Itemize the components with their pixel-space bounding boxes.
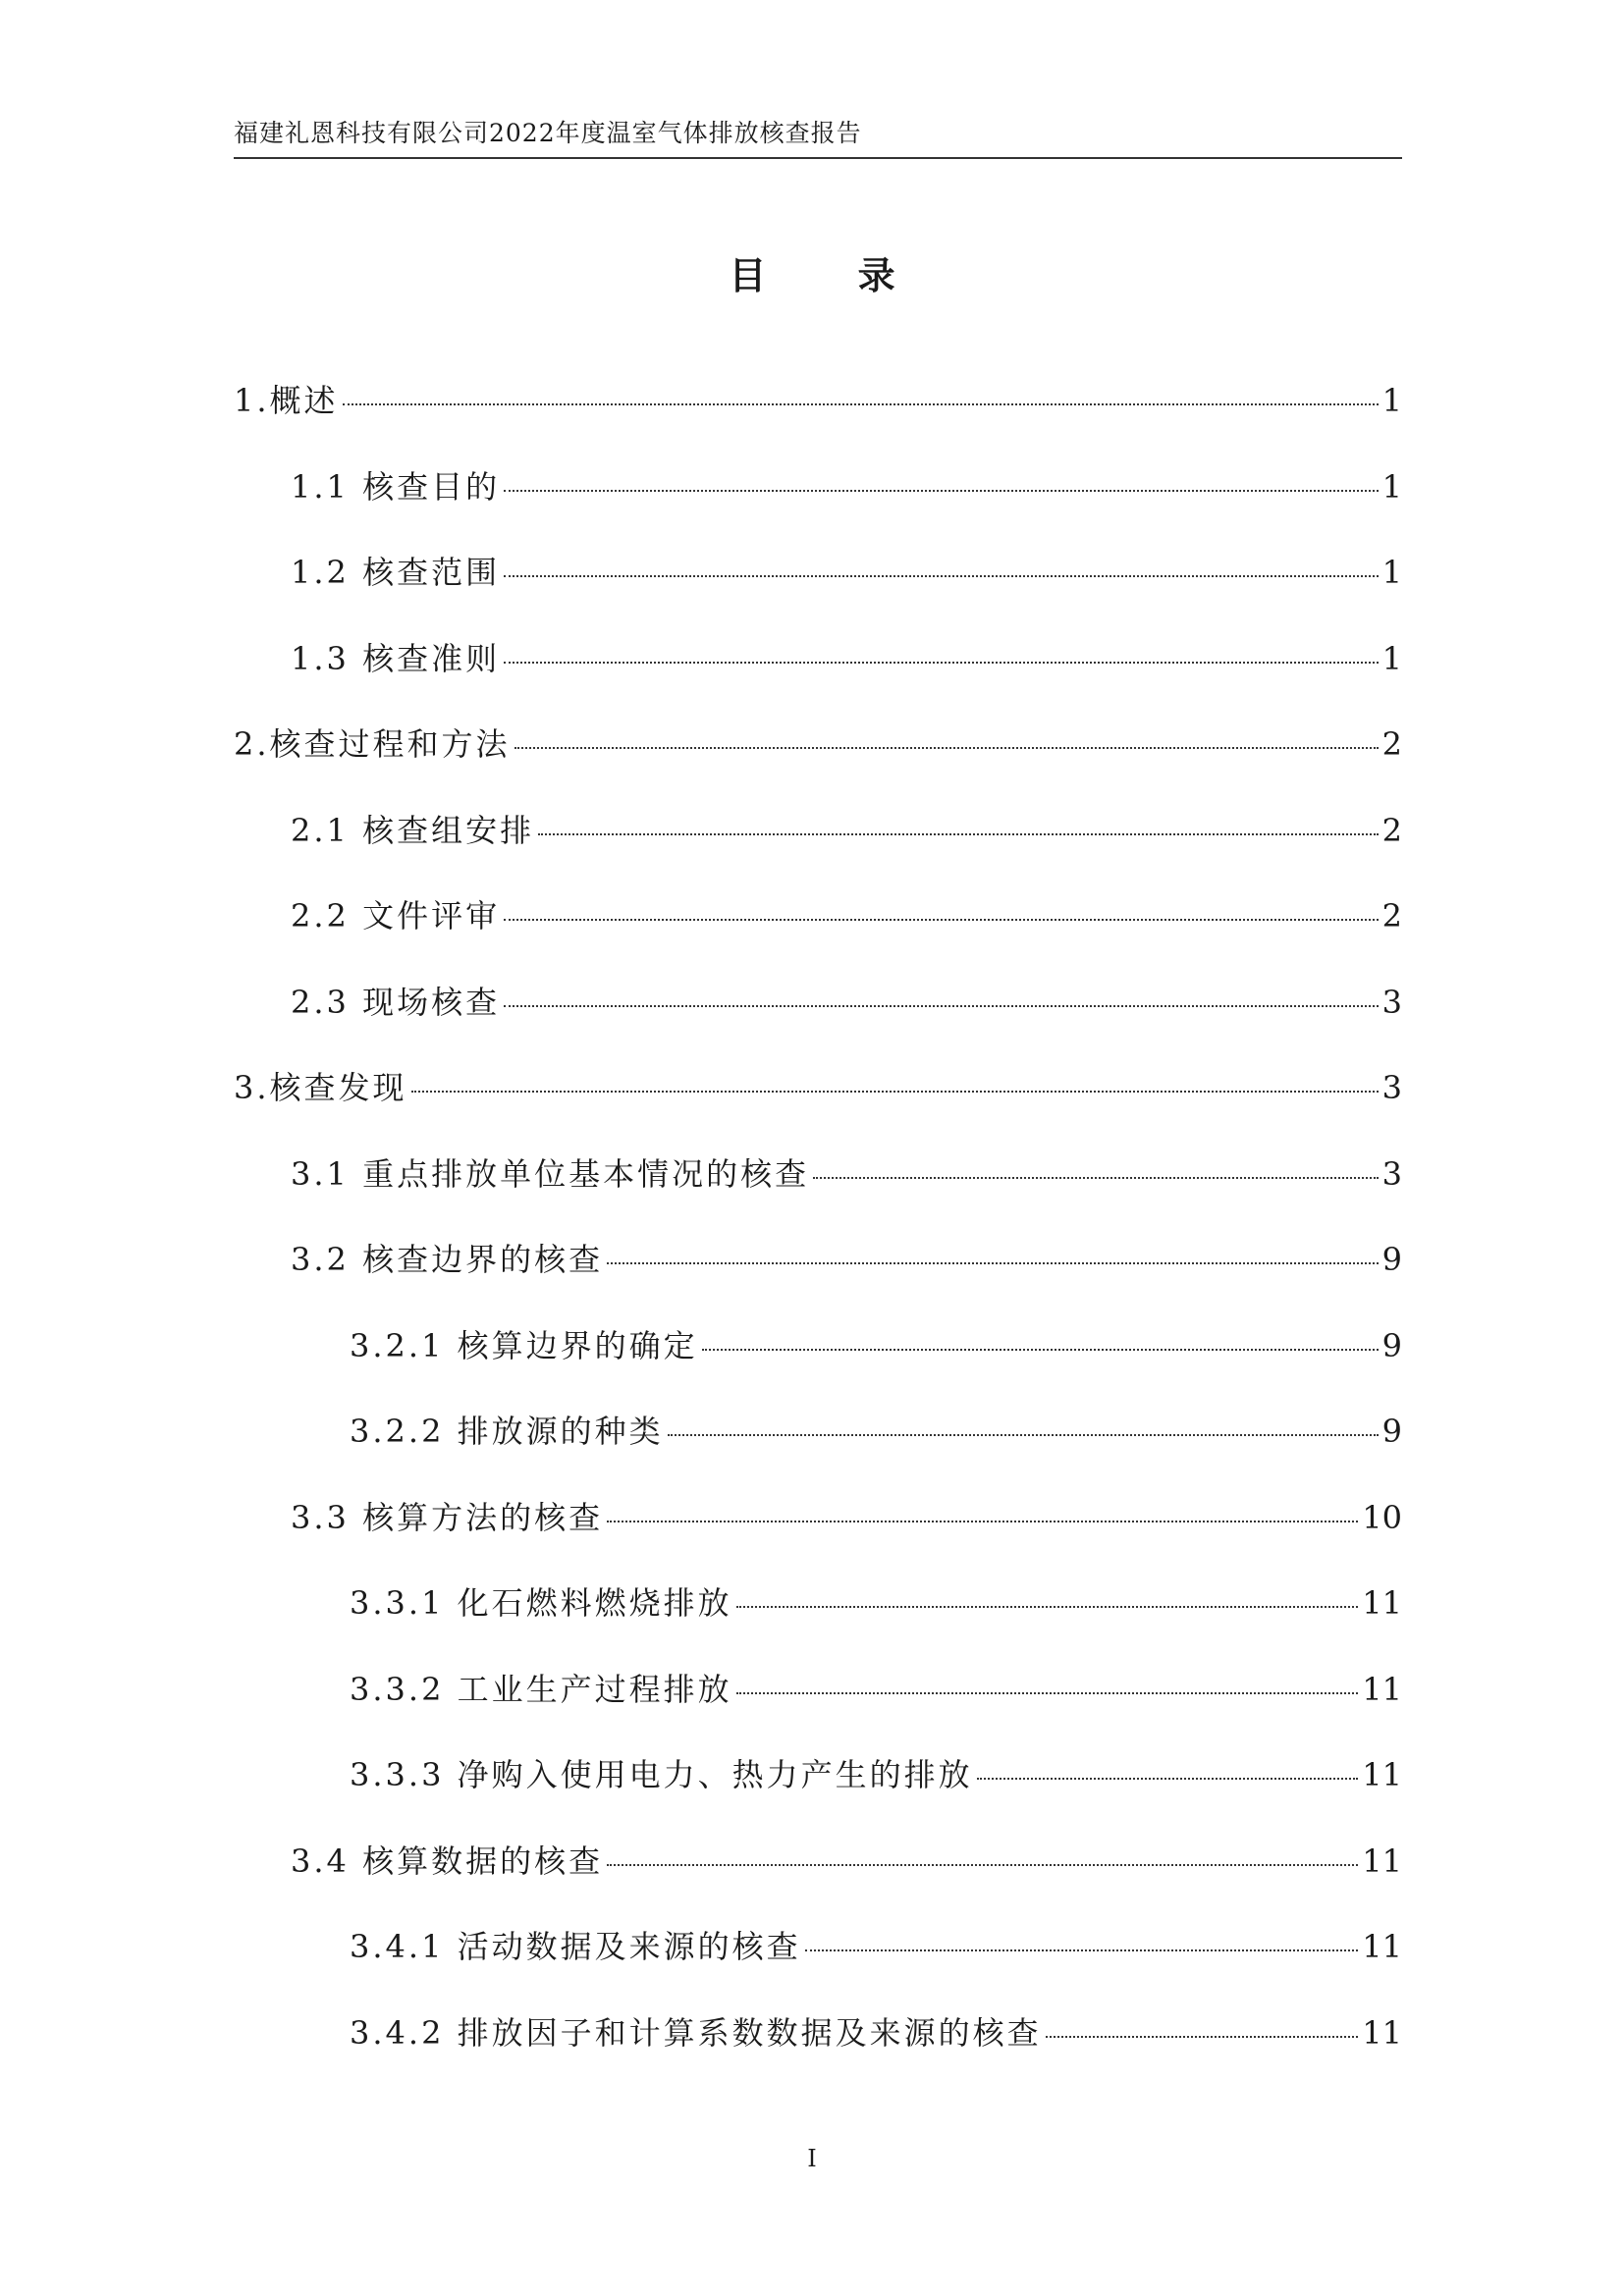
dot-leader	[813, 1177, 1379, 1179]
dot-leader	[1046, 2036, 1359, 2038]
toc-entry-label: 1.1 核查目的	[291, 467, 501, 506]
dot-leader	[343, 403, 1379, 405]
dot-leader	[607, 1864, 1358, 1866]
toc-entry-page: 10	[1362, 1498, 1402, 1536]
dot-leader	[504, 575, 1379, 577]
toc-entry-label: 2.1 核查组安排	[291, 811, 535, 849]
toc-entry-label: 3.2.1 核算边界的确定	[350, 1326, 698, 1364]
toc-entry-label: 1.2 核查范围	[291, 554, 501, 591]
toc-entry-3-2[interactable]	[234, 1217, 1402, 1304]
toc-entry-page: 3	[1381, 1069, 1402, 1106]
toc-entry-page: 11	[1362, 1670, 1402, 1708]
toc-entry-label: 3.4.1 活动数据及来源的核查	[350, 1928, 801, 1965]
toc-entry-1-3[interactable]	[234, 616, 1402, 703]
toc-entry-3[interactable]	[234, 1045, 1402, 1132]
toc-entry-page: 11	[1362, 1584, 1402, 1622]
toc-entry-3-3[interactable]	[234, 1475, 1402, 1562]
toc-entry-3-1[interactable]	[234, 1132, 1402, 1218]
toc-entry-page: 11	[1362, 1928, 1402, 1965]
toc-entry-label: 3.4.2 排放因子和计算系数数据及来源的核查	[350, 2013, 1042, 2052]
toc-entry-1-2[interactable]	[234, 530, 1402, 616]
toc-entry-label: 2.3 现场核查	[291, 983, 501, 1021]
toc-entry-label: 3.4 核算数据的核查	[291, 1842, 604, 1880]
dot-leader	[736, 1692, 1359, 1694]
toc-entry-3-4-1[interactable]	[234, 1904, 1402, 1991]
toc-entry-2-2[interactable]	[234, 874, 1402, 960]
toc-entry-page: 2	[1381, 897, 1402, 934]
toc-entry-1-1[interactable]	[234, 445, 1402, 531]
toc-entry-3-3-1[interactable]	[234, 1561, 1402, 1647]
toc-entry-label: 3.3 核算方法的核查	[291, 1498, 604, 1536]
dot-leader	[977, 1778, 1359, 1780]
dot-leader	[504, 1005, 1379, 1007]
toc-entry-page: 1	[1381, 467, 1402, 506]
dot-leader	[607, 1262, 1379, 1264]
toc-entry-3-2-1[interactable]	[234, 1304, 1402, 1390]
page-number: I	[807, 2145, 817, 2172]
toc-entry-3-2-2[interactable]	[234, 1389, 1402, 1475]
toc-entry-page: 11	[1362, 1756, 1402, 1793]
toc-entry-2[interactable]	[234, 702, 1402, 788]
toc-entry-page: 11	[1362, 2013, 1402, 2052]
dot-leader	[411, 1091, 1379, 1093]
dot-leader	[514, 747, 1379, 749]
toc-entry-label: 1.3 核查准则	[291, 639, 501, 677]
toc-entry-3-3-3[interactable]	[234, 1733, 1402, 1819]
dot-leader	[607, 1521, 1358, 1522]
toc-entry-page: 9	[1381, 1326, 1402, 1364]
toc-entry-page: 1	[1381, 639, 1402, 677]
toc-entry-page: 11	[1362, 1842, 1402, 1880]
toc-entry-2-3[interactable]	[234, 960, 1402, 1046]
toc-entry-label: 2.核查过程和方法	[234, 725, 511, 763]
toc-entry-label: 3.3.3 净购入使用电力、热力产生的排放	[350, 1756, 973, 1793]
toc-entry-label: 1.概述	[234, 382, 339, 419]
dot-leader	[504, 919, 1379, 921]
toc-entry-3-4[interactable]	[234, 1819, 1402, 1905]
toc-entry-2-1[interactable]	[234, 788, 1402, 875]
toc-entry-page: 9	[1381, 1413, 1402, 1450]
toc-entry-page: 2	[1381, 725, 1402, 763]
dot-leader	[702, 1349, 1379, 1351]
toc-entry-label: 3.3.2 工业生产过程排放	[350, 1670, 732, 1708]
running-header: 福建礼恩科技有限公司2022年度温室气体排放核查报告	[234, 110, 1402, 159]
toc-entry-1[interactable]	[234, 358, 1402, 445]
toc-entry-label: 3.3.1 化石燃料燃烧排放	[350, 1584, 732, 1622]
toc-entry-label: 2.2 文件评审	[291, 897, 501, 934]
toc-entry-page: 1	[1381, 554, 1402, 591]
dot-leader	[805, 1949, 1359, 1951]
toc-title: 目 录	[729, 253, 935, 297]
dot-leader	[668, 1434, 1379, 1436]
toc-entry-3-4-2[interactable]	[234, 1991, 1402, 2077]
toc-entry-page: 1	[1381, 382, 1402, 419]
toc-entry-label: 3.2.2 排放源的种类	[350, 1413, 664, 1450]
dot-leader	[538, 833, 1379, 835]
dot-leader	[504, 662, 1379, 664]
toc-entry-page: 2	[1381, 811, 1402, 849]
toc-entry-label: 3.2 核查边界的核查	[291, 1241, 604, 1278]
table-of-contents	[234, 358, 1402, 2076]
toc-entry-page: 3	[1381, 983, 1402, 1021]
dot-leader	[504, 490, 1379, 492]
dot-leader	[736, 1606, 1359, 1608]
toc-entry-label: 3.1 重点排放单位基本情况的核查	[291, 1154, 810, 1193]
toc-entry-page: 9	[1381, 1241, 1402, 1278]
toc-entry-3-3-2[interactable]	[234, 1647, 1402, 1734]
toc-entry-label: 3.核查发现	[234, 1069, 407, 1106]
toc-entry-page: 3	[1381, 1154, 1402, 1193]
